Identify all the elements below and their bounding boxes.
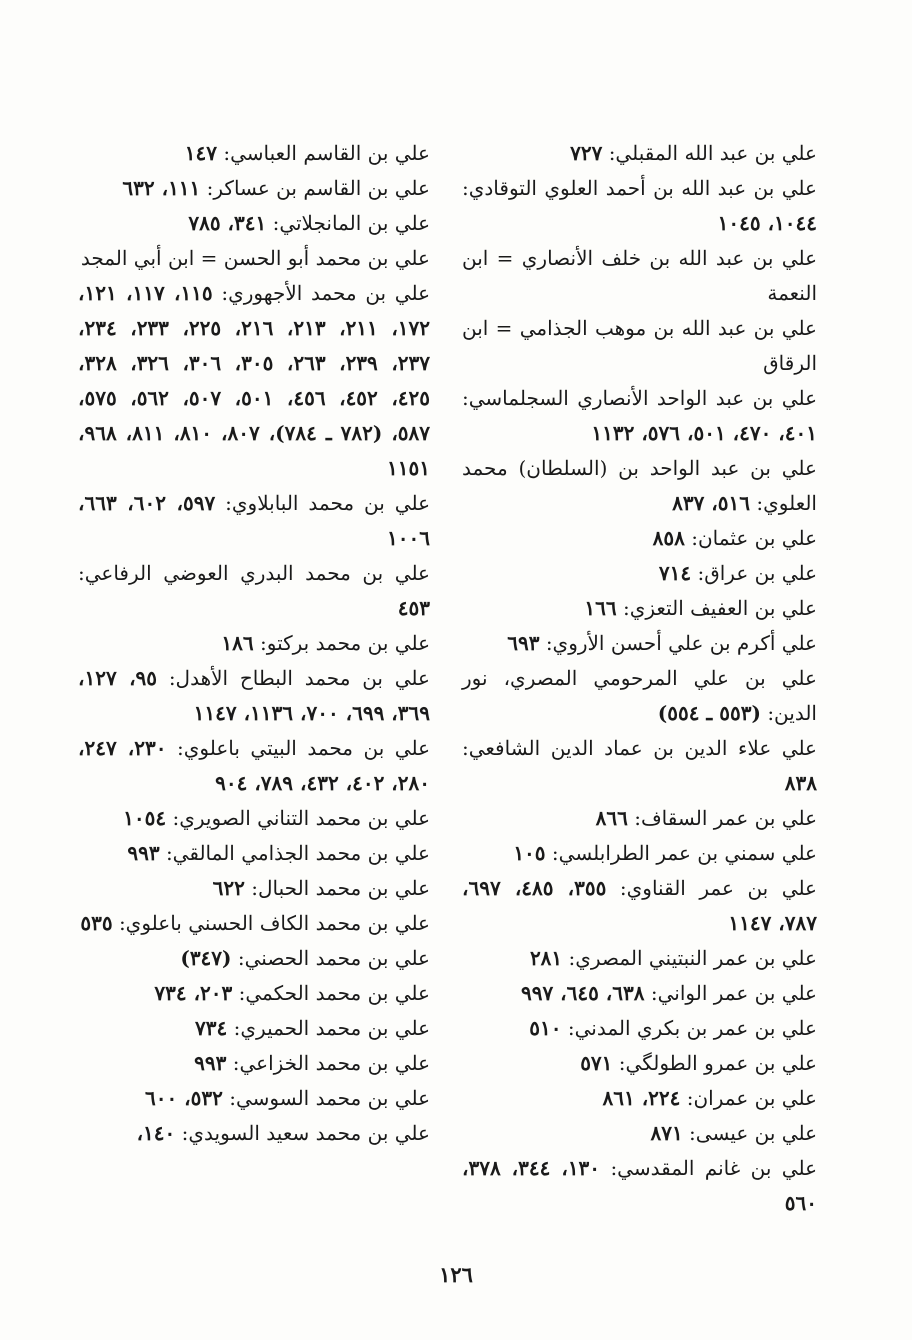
index-entry <box>78 801 430 836</box>
entry-pages: ٩٩٣ <box>194 1051 227 1075</box>
index-entry <box>462 521 817 556</box>
index-entry <box>78 1081 430 1116</box>
index-entry <box>462 311 817 381</box>
entry-name: علي بن علي المرحومي المصري، نور الدين: <box>462 666 817 725</box>
entry-name: علي بن محمد الأجهوري: <box>221 281 431 305</box>
index-entry <box>78 556 430 626</box>
page-number: ١٢٦ <box>439 1262 473 1287</box>
entry-name: علي بن عمر النبتيني المصري: <box>568 946 817 970</box>
entry-pages: ٨٦٦ <box>595 806 628 830</box>
index-entry <box>462 241 817 311</box>
entry-name: علي بن عمر الواني: <box>650 981 817 1005</box>
index-entry <box>462 836 817 871</box>
index-entry <box>78 871 430 906</box>
entry-pages: (٥٥٣ ـ ٥٥٤) <box>657 701 761 725</box>
index-entry <box>462 136 817 171</box>
index-entry <box>78 241 430 276</box>
entry-pages: ٦٩٣ <box>507 631 540 655</box>
index-entry <box>78 171 430 206</box>
entry-pages: ٢٠٣، ٧٣٤ <box>154 981 233 1005</box>
entry-name: علي أكرم بن علي أحسن الأروي: <box>545 631 817 655</box>
entry-name: علي بن عثمان: <box>691 526 817 550</box>
index-column-right <box>462 136 817 1221</box>
entry-name: علي بن محمد التناني الصويري: <box>172 806 430 830</box>
index-entry <box>78 731 430 801</box>
entry-name: علي بن العفيف التعزي: <box>622 596 817 620</box>
index-entry <box>78 906 430 941</box>
entry-pages: ٥١٠ <box>529 1016 562 1040</box>
entry-name: علي بن محمد البيتي باعلوي: <box>177 736 431 760</box>
index-entry <box>462 626 817 661</box>
entry-pages: ١٦٦ <box>584 596 617 620</box>
index-entry <box>462 171 817 241</box>
entry-name: علي بن المانجلاتي: <box>272 211 430 235</box>
index-entry <box>462 661 817 731</box>
entry-name: علي بن عبد الله بن موهب الجذامي = ابن الرقاق <box>462 316 817 375</box>
entry-name: علي بن محمد البطاح الأهدل: <box>168 666 430 690</box>
index-entry <box>78 1046 430 1081</box>
index-entry <box>462 381 817 451</box>
entry-pages: ٥٧١ <box>580 1051 613 1075</box>
entry-pages: ٤٠١، ٤٧٠، ٥٠١، ٥٧٦، ١١٣٢ <box>591 421 817 445</box>
entry-pages: ٩٥، ١٢٧، ٣٦٩، ٦٩٩، ٧٠٠، ١١٣٦، ١١٤٧ <box>78 666 430 725</box>
index-entry <box>78 661 430 731</box>
entry-name: علي بن عمر القناوي: <box>619 876 817 900</box>
entry-name: علي بن عمر بن بكري المدني: <box>567 1016 817 1040</box>
entry-pages: ٩٩٣ <box>127 841 160 865</box>
entry-name: علي بن عمرو الطولگي: <box>618 1051 817 1075</box>
index-entry <box>78 486 430 556</box>
entry-name: علي بن محمد الحميري: <box>233 1016 430 1040</box>
index-entry <box>78 206 430 241</box>
entry-name: علي بن عبد الواحد بن (السلطان) محمد العلوي: <box>462 456 817 515</box>
entry-pages: ٧٢٧ <box>570 141 603 165</box>
index-entry <box>462 941 817 976</box>
entry-name: علي بن محمد الحصني: <box>237 946 430 970</box>
entry-pages: ١٤٧ <box>184 141 218 165</box>
index-entry <box>462 801 817 836</box>
entry-name: علي علاء الدين بن عماد الدين الشافعي: <box>462 736 817 760</box>
index-entry <box>462 871 817 941</box>
entry-pages: (٣٤٧) <box>180 946 232 970</box>
index-entry <box>462 731 817 801</box>
entry-name: علي بن عبد الله بن خلف الأنصاري = ابن النعمة <box>462 246 817 305</box>
entry-name: علي بن محمد الحكمي: <box>238 981 430 1005</box>
entry-name: علي بن محمد الكاف الحسني باعلوي: <box>118 911 430 935</box>
index-entry <box>78 836 430 871</box>
index-entry <box>462 1081 817 1116</box>
entry-pages: ٦٣٨، ٦٤٥، ٩٩٧ <box>520 981 645 1005</box>
entry-pages: ١١٥، ١١٧، ١٢١، ١٧٢، ٢١١، ٢١٣، ٢١٦، ٢٢٥، ٢٣٣، ٢٣٤، ٢٣٧، ٢٣٩، ٢٦٣، ٣٠٥، ٣٠٦، ٣٢٦، ٣٢٨، ٤٢٥، ٤٥٢، ٤٥٦، ٥٠١، ٥٠٧، ٥٦٢، ٥٧٥، ٥٨٧، (٧٨٢ ـ ٧٨٤)، ٨٠٧، ٨١٠، ٨١١، ٩٦٨، ١١٥١ <box>78 281 431 480</box>
entry-name: علي سمني بن عمر الطرابلسي: <box>551 841 817 865</box>
entry-pages: ٥٣٥ <box>80 911 113 935</box>
entry-pages: ١٣٠، ٣٤٤، ٣٧٨، ٥٦٠ <box>462 1156 817 1215</box>
entry-name: علي بن عمران: <box>686 1086 817 1110</box>
entry-name: علي بن محمد بركتو: <box>260 631 430 655</box>
entry-name: علي بن محمد سعيد السويدي: <box>181 1121 430 1145</box>
entry-name: علي بن عراق: <box>697 561 817 585</box>
entry-pages: ٨٣٨ <box>784 771 817 795</box>
entry-name: علي بن عبد الواحد الأنصاري السجلماسي: <box>462 386 817 410</box>
entry-pages: ٢٨١ <box>529 946 563 970</box>
entry-name: علي بن محمد السوسي: <box>229 1086 430 1110</box>
index-column-left <box>78 136 430 1151</box>
entry-name: علي بن محمد البدري العوضي الرفاعي: <box>78 561 430 585</box>
entry-name: علي بن عبد الله المقبلي: <box>608 141 817 165</box>
index-entry <box>78 976 430 1011</box>
entry-pages: ٣٥٥، ٤٨٥، ٦٩٧، ٧٨٧، ١١٤٧ <box>462 876 817 935</box>
entry-pages: ١١١، ٦٣٢ <box>122 176 201 200</box>
entry-pages: ٢٣٠، ٢٤٧، ٢٨٠، ٤٠٢، ٤٣٢، ٧٨٩، ٩٠٤ <box>78 736 430 795</box>
entry-pages: ١٤٠، <box>136 1121 176 1145</box>
index-entry <box>78 941 430 976</box>
index-entry <box>462 556 817 591</box>
index-entry <box>78 626 430 661</box>
entry-pages: ٨٥٨ <box>652 526 685 550</box>
entry-pages: ٣٤١، ٧٨٥ <box>188 211 267 235</box>
index-entry <box>462 1011 817 1046</box>
entry-pages: ٥١٦، ٨٣٧ <box>672 491 750 515</box>
index-entry <box>462 451 817 521</box>
entry-pages: ٦٢٢ <box>212 876 245 900</box>
entry-pages: ٥٣٢، ٦٠٠ <box>144 1086 223 1110</box>
entry-pages: ٨٧١ <box>650 1121 683 1145</box>
entry-pages: ١٨٦ <box>221 631 254 655</box>
entry-pages: ١٠٥ <box>513 841 546 865</box>
entry-name: علي بن القاسم بن عساكر: <box>206 176 430 200</box>
entry-pages: ٧٣٤ <box>195 1016 228 1040</box>
entry-pages: ٧١٤ <box>658 561 692 585</box>
entry-name: علي بن عمر السقاف: <box>634 806 817 830</box>
entry-name: علي بن محمد الجذامي المالقي: <box>165 841 430 865</box>
entry-pages: ١٠٥٤ <box>123 806 167 830</box>
index-entry <box>462 1116 817 1151</box>
entry-pages: ٤٥٣ <box>397 596 430 620</box>
entry-name: علي بن غانم المقدسي: <box>610 1156 818 1180</box>
entry-name: علي بن عبد الله بن أحمد العلوي التوقادي: <box>462 176 817 200</box>
entry-name: علي بن محمد أبو الحسن = ابن أبي المجد <box>80 246 430 270</box>
entry-pages: ٢٢٤، ٨٦١ <box>602 1086 681 1110</box>
index-entry <box>78 276 430 486</box>
index-entry <box>78 136 430 171</box>
entry-name: علي بن محمد الخزاعي: <box>232 1051 430 1075</box>
index-entry <box>462 1046 817 1081</box>
index-entry <box>462 976 817 1011</box>
entry-name: علي بن محمد البابلاوي: <box>225 491 431 515</box>
entry-name: علي بن عيسى: <box>689 1121 817 1145</box>
entry-pages: ٥٩٧، ٦٠٢، ٦٦٣، ١٠٠٦ <box>78 491 430 550</box>
index-entry <box>78 1116 430 1151</box>
index-entry <box>78 1011 430 1046</box>
entry-name: علي بن محمد الحبال: <box>251 876 430 900</box>
index-entry <box>462 591 817 626</box>
entry-name: علي بن القاسم العباسي: <box>223 141 430 165</box>
index-entry <box>462 1151 817 1221</box>
entry-pages: ١٠٤٤، ١٠٤٥ <box>717 211 817 235</box>
